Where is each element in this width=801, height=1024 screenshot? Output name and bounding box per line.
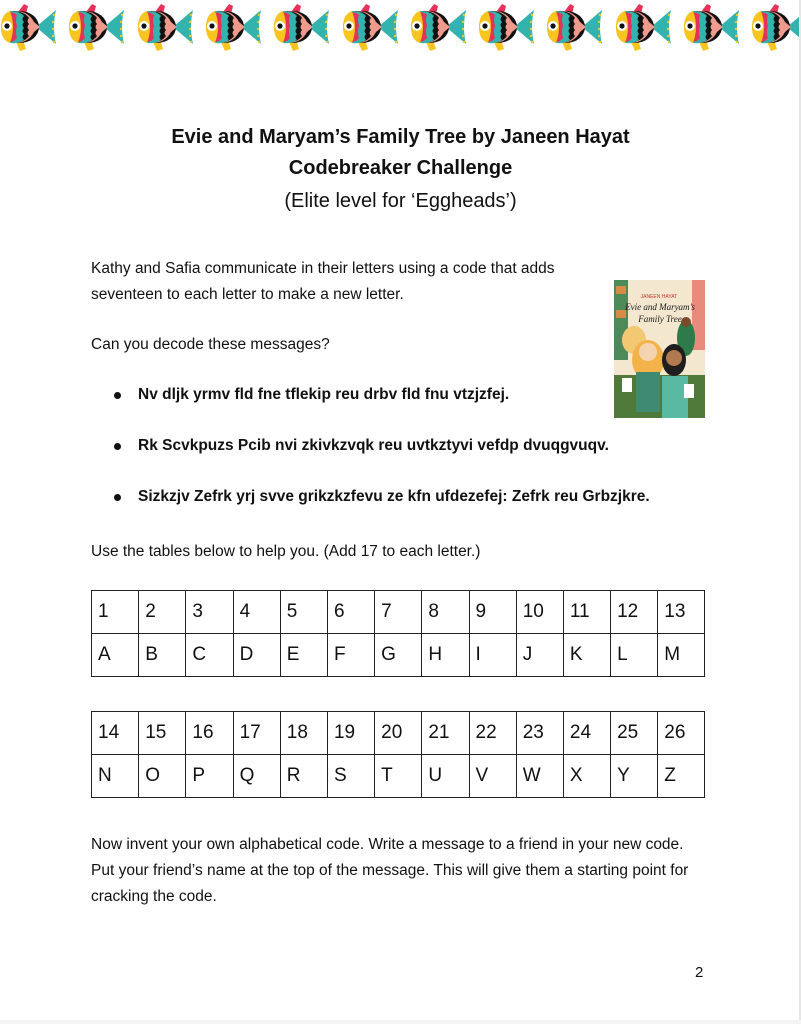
fish-border-decoration: [0, 2, 801, 52]
closing-line-2: Put your friend’s name at the top of the message. This will give them a starting point for cracking the code.: [91, 862, 689, 905]
letter-cell: B: [139, 634, 186, 677]
letter-cell: O: [139, 755, 186, 798]
fish-icon: [0, 2, 58, 52]
book-title-line2: Family Tree: [638, 314, 682, 324]
bullet-icon: [114, 392, 121, 399]
letter-cell: W: [516, 755, 563, 798]
number-cell: 16: [186, 712, 233, 755]
letter-cell: N: [92, 755, 139, 798]
number-cell: 23: [516, 712, 563, 755]
document-subtitle: Codebreaker Challenge: [288, 157, 513, 179]
coded-message-text: Nv dljk yrmv fld fne tflekip reu drbv fld fnu vtzjzfej.: [138, 386, 510, 403]
coded-message: [110, 433, 730, 484]
letter-cell: R: [280, 755, 327, 798]
fish-icon: [340, 2, 400, 52]
number-cell: 7: [375, 591, 422, 634]
number-cell: 3: [186, 591, 233, 634]
letter-cell: I: [469, 634, 516, 677]
number-cell: 13: [658, 591, 705, 634]
number-cell: 24: [563, 712, 610, 755]
coded-message-text: Rk Scvkpuzs Pcib nvi zkivkzvqk reu uvtkztyvi vefdp dvuqgvuqv.: [138, 437, 609, 454]
number-cell: 10: [516, 591, 563, 634]
number-cell: 17: [233, 712, 280, 755]
letter-cell: Y: [611, 755, 658, 798]
fish-icon: [681, 2, 741, 52]
letter-cell: D: [233, 634, 280, 677]
bullet-icon: [114, 443, 121, 450]
coded-message: [110, 484, 730, 535]
number-cell: 25: [611, 712, 658, 755]
fish-icon: [203, 2, 263, 52]
coded-message: [110, 382, 730, 433]
letter-row: [92, 634, 705, 677]
closing-line-1: Now invent your own alphabetical code. Write a message to a friend in your new code.: [91, 836, 684, 853]
cipher-table-a-to-m: [91, 590, 705, 677]
letter-cell: V: [469, 755, 516, 798]
title-block: [0, 122, 801, 218]
letter-cell: J: [516, 634, 563, 677]
letter-cell: Z: [658, 755, 705, 798]
number-row: [92, 712, 705, 755]
bullet-icon: [114, 494, 121, 501]
letter-cell: A: [92, 634, 139, 677]
level-label: (Elite level for ‘Eggheads’): [284, 190, 517, 212]
number-cell: 26: [658, 712, 705, 755]
number-cell: 18: [280, 712, 327, 755]
number-cell: 19: [327, 712, 374, 755]
number-cell: 1: [92, 591, 139, 634]
book-author: JANEEN HAYAT: [640, 294, 678, 300]
fish-icon: [544, 2, 604, 52]
number-cell: 14: [92, 712, 139, 755]
number-cell: 4: [233, 591, 280, 634]
hint-text: Use the tables below to help you. (Add 17 to each letter.): [91, 543, 481, 560]
cipher-table-n-to-z: [91, 711, 705, 798]
letter-cell: U: [422, 755, 469, 798]
letter-cell: F: [327, 634, 374, 677]
number-cell: 22: [469, 712, 516, 755]
letter-row: [92, 755, 705, 798]
letter-cell: Q: [233, 755, 280, 798]
number-row: [92, 591, 705, 634]
letter-cell: K: [563, 634, 610, 677]
document-title: Evie and Maryam’s Family Tree by Janeen Hayat: [171, 126, 630, 148]
letter-cell: L: [611, 634, 658, 677]
letter-cell: G: [375, 634, 422, 677]
number-cell: 6: [327, 591, 374, 634]
page-number: 2: [695, 964, 704, 981]
intro-paragraph: Kathy and Safia communicate in their letters using a code that adds seventeen to each letter to make a new letter.: [91, 260, 555, 303]
letter-cell: H: [422, 634, 469, 677]
fish-icon: [408, 2, 468, 52]
page-edge: [0, 1020, 801, 1024]
number-cell: 2: [139, 591, 186, 634]
number-cell: 9: [469, 591, 516, 634]
number-cell: 11: [563, 591, 610, 634]
fish-icon: [749, 2, 801, 52]
letter-cell: X: [563, 755, 610, 798]
coded-messages-list: [110, 382, 730, 535]
book-title-line1: Evie and Maryam’s: [625, 302, 695, 312]
fish-icon: [135, 2, 195, 52]
fish-icon: [66, 2, 126, 52]
number-cell: 8: [422, 591, 469, 634]
number-cell: 12: [611, 591, 658, 634]
closing-instructions: [91, 832, 711, 910]
letter-cell: C: [186, 634, 233, 677]
number-cell: 20: [375, 712, 422, 755]
letter-cell: T: [375, 755, 422, 798]
letter-cell: P: [186, 755, 233, 798]
number-cell: 21: [422, 712, 469, 755]
fish-icon: [613, 2, 673, 52]
question-text: Can you decode these messages?: [91, 336, 330, 353]
fish-icon: [476, 2, 536, 52]
number-cell: 15: [139, 712, 186, 755]
letter-cell: E: [280, 634, 327, 677]
fish-icon: [271, 2, 331, 52]
coded-message-text: Sizkzjv Zefrk yrj svve grikzkzfevu ze kfn ufdezefej: Zefrk reu Grbzjkre.: [138, 488, 650, 505]
number-cell: 5: [280, 591, 327, 634]
letter-cell: S: [327, 755, 374, 798]
letter-cell: M: [658, 634, 705, 677]
